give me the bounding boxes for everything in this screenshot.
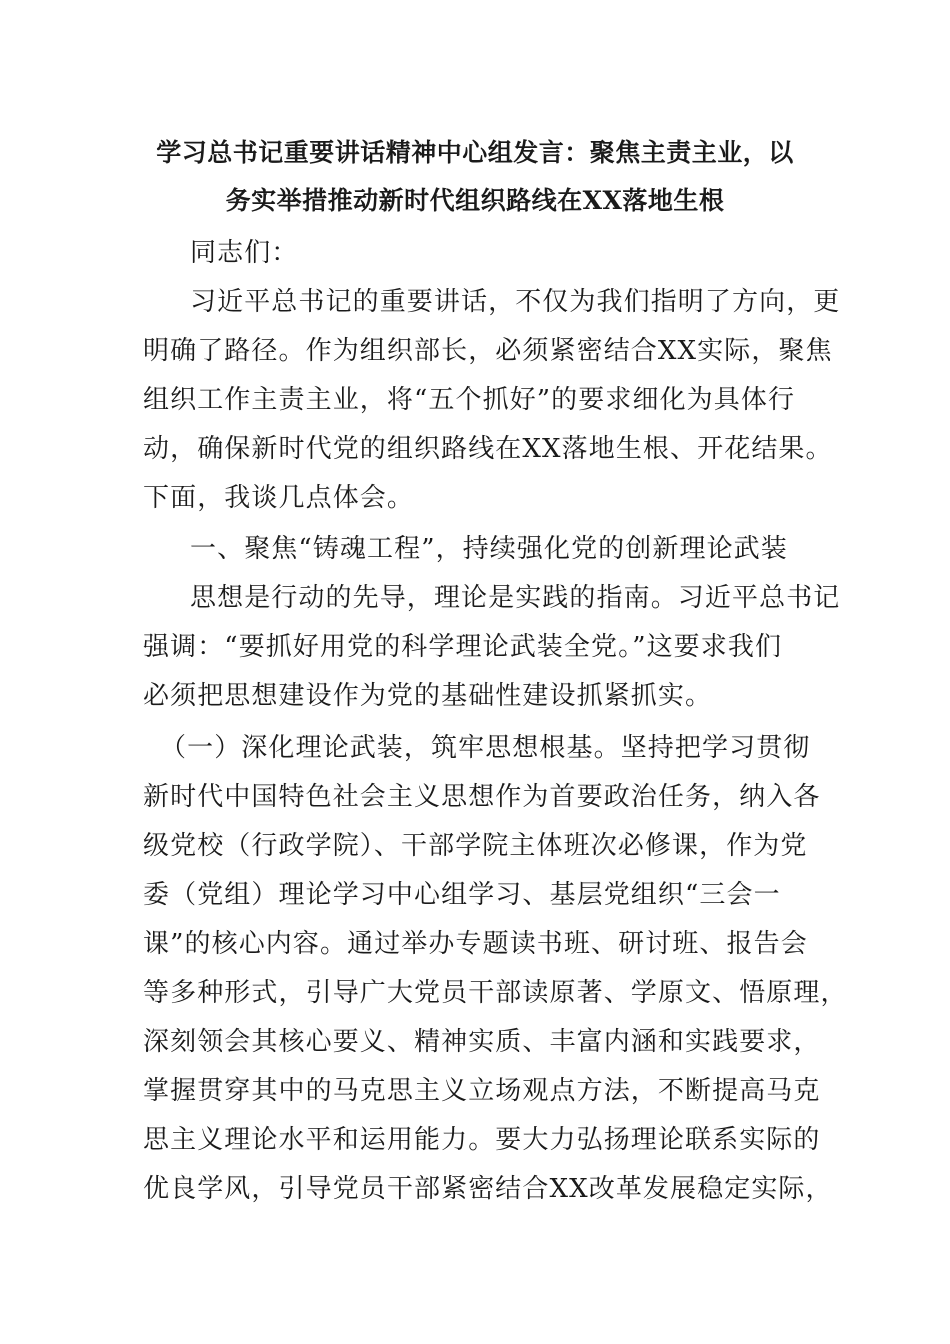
paragraph-line: 思主义理论水平和运用能力。要大力弘扬理论联系实际的: [143, 1125, 821, 1155]
paragraph-line: 明确了路径。作为组织部长，必须紧密结合XX实际，聚焦: [143, 336, 833, 366]
paragraph-line: 级党校（行政学院）、干部学院主体班次必修课，作为党: [143, 831, 808, 861]
document-title-line-1: 学习总书记重要讲话精神中心组发言：聚焦主责主业，以: [156, 138, 794, 167]
document-title-line-2: 务实举措推动新时代组织路线在XX落地生根: [225, 186, 725, 215]
paragraph-line: 习近平总书记的重要讲话，不仅为我们指明了方向，更: [190, 287, 841, 317]
paragraph-line: 掌握贯穿其中的马克思主义立场观点方法，不断提高马克: [143, 1076, 821, 1106]
salutation: 同志们：: [190, 238, 299, 268]
paragraph-line: 优良学风，引导党员干部紧密结合XX改革发展稳定实际，: [143, 1174, 833, 1204]
paragraph-line: 深刻领会其核心要义、精神实质、丰富内涵和实践要求，: [143, 1027, 821, 1057]
paragraph-line: 思想是行动的先导，理论是实践的指南。习近平总书记: [190, 583, 841, 613]
paragraph-line: 等多种形式，引导广大党员干部读原著、学原文、悟原理，: [143, 978, 848, 1008]
paragraph-line: 必须把思想建设作为党的基础性建设抓紧抓实。: [143, 681, 713, 711]
paragraph-line: 课”的核心内容。通过举办专题读书班、研讨班、报告会: [143, 929, 808, 959]
paragraph-line: （一）深化理论武装，筑牢思想根基。坚持把学习贯彻: [160, 733, 811, 763]
paragraph-line: 委（党组）理论学习中心组学习、基层党组织“三会一: [143, 880, 781, 910]
paragraph-line: 新时代中国特色社会主义思想作为首要政治任务，纳入各: [143, 782, 821, 812]
section-heading: 一、聚焦“铸魂工程”，持续强化党的创新理论武装: [190, 534, 788, 564]
paragraph-line: 组织工作主责主业，将“五个抓好”的要求细化为具体行: [143, 385, 796, 415]
paragraph-line: 强调：“要抓好用党的科学理论武装全党。”这要求我们: [143, 632, 783, 662]
paragraph-line: 下面，我谈几点体会。: [143, 483, 415, 513]
paragraph-line: 动，确保新时代党的组织路线在XX落地生根、开花结果。: [143, 434, 833, 464]
